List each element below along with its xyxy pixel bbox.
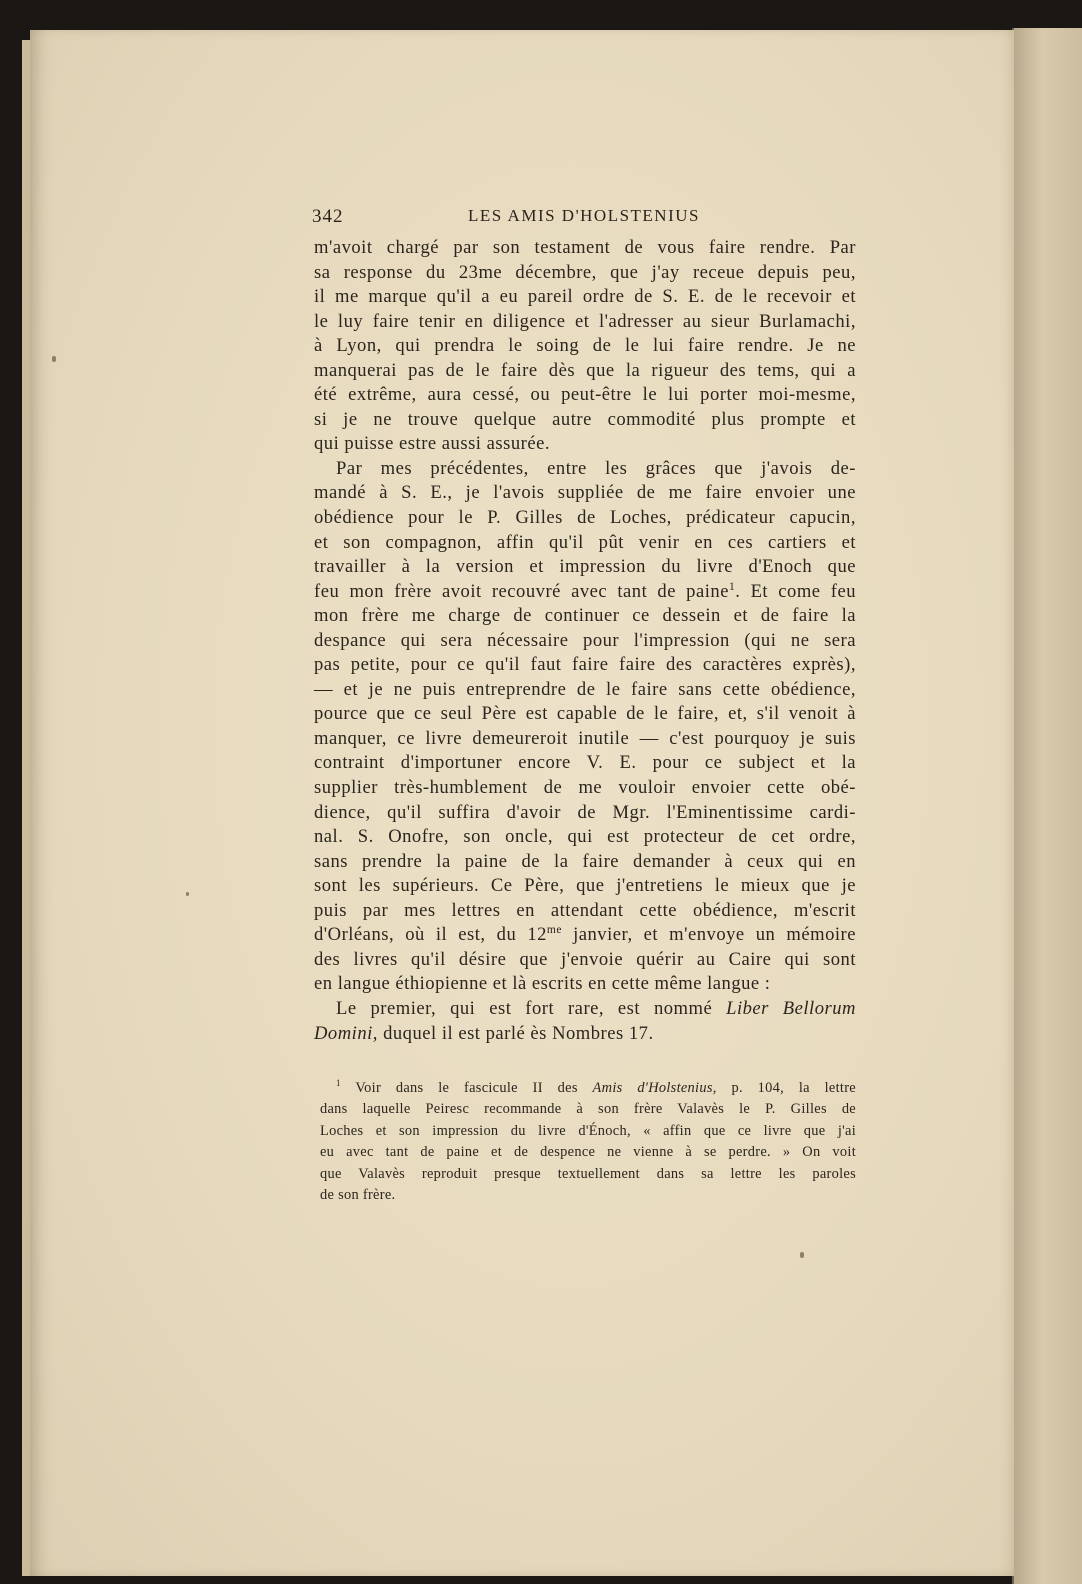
text-fragment: d'Orléans, où il est, du 12 [314, 924, 547, 946]
footnote-line: dans laquelle Peiresc recommande à son frère Valavès le P. Gilles de [320, 1101, 856, 1118]
page-number: 342 [312, 206, 344, 227]
text-line: sa response du 23me décembre, que j'ay receue depuis peu, [314, 261, 856, 283]
superscript: me [546, 924, 562, 937]
footnote-line: de son frère. [320, 1186, 396, 1203]
text-line: mon frère me charge de continuer ce dessein et de faire la [314, 605, 856, 627]
running-head: LES AMIS D'HOLSTENIUS [468, 206, 700, 225]
text-line: sont les supérieurs. Ce Père, que j'entretiens le mieux que je [314, 875, 856, 897]
cited-title: Amis d'Holstenius, [592, 1080, 717, 1096]
text-fragment: janvier, et m'envoye un mémoire [562, 924, 857, 946]
book-title: Liber Bellorum [726, 997, 856, 1019]
text-line: des livres qu'il désire que j'envoie quérir au Caire qui sont [314, 948, 856, 970]
text-line: le luy faire tenir en diligence et l'adresser au sieur Burlamachi, [314, 310, 856, 332]
text-line: obédience pour le P. Gilles de Loches, prédicateur capucin, [314, 507, 856, 529]
text-line: puis par mes lettres en attendant cette obédience, m'escrit [314, 899, 856, 921]
text-line: dience, qu'il suffira d'avoir de Mgr. l'Eminentissime cardi- [314, 801, 856, 823]
text-line: despance qui sera nécessaire pour l'impression (qui ne sera [314, 629, 856, 651]
footnote-reference: 1 [728, 580, 736, 593]
text-fragment: Le premier, qui est fort rare, est nommé [336, 997, 727, 1019]
paper-speck [52, 356, 56, 362]
text-line: pource que ce seul Père est capable de le faire, et, s'il venoit à [314, 703, 856, 725]
facing-page-edge [1012, 28, 1082, 1584]
footnote-line: que Valavès reproduit presque textuellement dans sa lettre les paroles [320, 1165, 856, 1182]
text-line: à Lyon, qui prendra le soing de le lui faire rendre. Je ne [314, 335, 856, 357]
text-fragment: feu mon frère avoit recouvré avec tant de paine [314, 580, 729, 602]
text-fragment: Voir dans le fascicule II des [355, 1080, 593, 1096]
text-line-with-title [314, 1022, 856, 1047]
text-line: en langue éthiopienne et là escrits en cette même langue : [314, 973, 771, 995]
text-line-with-title [314, 997, 856, 1022]
footnote-marker: 1 [336, 1078, 341, 1089]
text-line: contraint d'importuner encore V. E. pour ce subject et la [314, 752, 856, 774]
footnote-line: eu avec tant de paine et de despence ne vienne à se perdre. » On voit [320, 1144, 856, 1161]
text-fragment: . Et come feu [735, 580, 857, 602]
book-title: Domini, [314, 1022, 378, 1044]
main-text [314, 236, 856, 1046]
text-fragment: duquel il est parlé ès Nombres 17. [377, 1022, 654, 1044]
text-line-with-note [314, 580, 856, 605]
text-line: travailler à la version et impression du livre d'Enoch que [314, 556, 856, 578]
text-line: supplier très-humblement de me vouloir envoier cette obé- [314, 777, 856, 799]
text-line: — et je ne puis entreprendre de le faire sans cette obédience, [314, 678, 856, 700]
footnotes [320, 1078, 856, 1206]
paper-speck [800, 1252, 804, 1258]
text-line: qui puisse estre aussi assurée. [314, 433, 550, 455]
text-line: manquer, ce livre demeureroit inutile — c'est pourquoy je suis [314, 727, 856, 749]
text-line: manquerai pas de le faire dès que la rigueur des tems, qui a [314, 359, 856, 381]
text-line: été extrême, aura cessé, ou peut-être le lui porter moi-mesme, [314, 384, 856, 406]
paper-speck [186, 892, 189, 896]
text-line: nal. S. Onofre, son oncle, qui est protecteur de cet ordre, [314, 826, 856, 848]
footnote-line [320, 1078, 856, 1099]
text-line: sans prendre la paine de la faire demander à ceux qui en [314, 850, 856, 872]
footnote-line: Loches et son impression du livre d'Énoch, « affin que ce livre que j'ai [320, 1122, 856, 1139]
text-line: si je ne trouve quelque autre commodité plus prompte et [314, 408, 856, 430]
text-line: il me marque qu'il a eu pareil ordre de S. E. de le recevoir et [314, 286, 856, 308]
text-line: Par mes précédentes, entre les grâces que j'avois de- [336, 457, 856, 479]
text-line: pas petite, pour ce qu'il faut faire faire des caractères exprès), [314, 654, 856, 676]
text-fragment: p. 104, la lettre [716, 1080, 856, 1096]
page-header [312, 206, 856, 234]
text-line-with-superscript [314, 923, 856, 948]
text-line: mandé à S. E., je l'avois suppliée de me faire envoier une [314, 482, 856, 504]
text-line: m'avoit chargé par son testament de vous faire rendre. Par [314, 237, 856, 258]
text-line: et son compagnon, affin qu'il pût venir en ces cartiers et [314, 531, 856, 553]
